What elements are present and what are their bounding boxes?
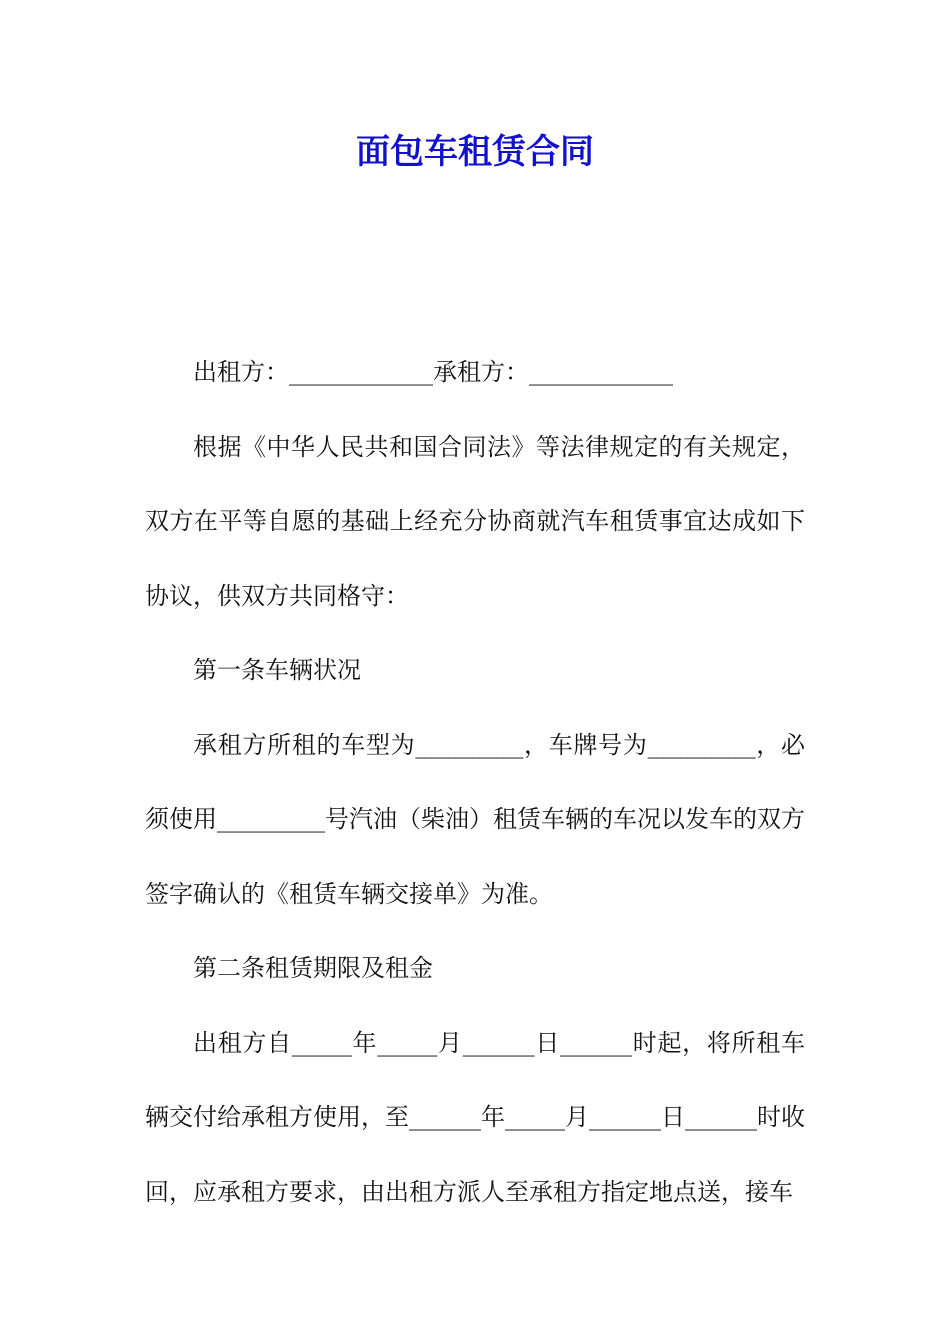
article-1-heading: 第一条车辆状况 xyxy=(193,656,361,684)
parties-line: 出租方：____________承租方：____________ xyxy=(193,358,673,386)
article-2-heading: 第二条租赁期限及租金 xyxy=(193,954,433,982)
document-title: 面包车租赁合同 xyxy=(356,132,594,172)
article-1-paragraph: 承租方所租的车型为_________，车牌号为_________，必须使用_________号汽油（柴油）租赁车辆的车况以发车的双方签字确认的《租赁车辆交接单》为准。 xyxy=(145,730,805,908)
article-2-paragraph: 出租方自_____年_____月______日______时起，将所租车辆交付给承租方使用，至______年_____月______日______时收回，应承租方要求，由出租方派人至承租方指定地点送，接车 xyxy=(145,1028,805,1206)
preamble-paragraph: 根据《中华人民共和国合同法》等法律规定的有关规定，双方在平等自愿的基础上经充分协商就汽车租赁事宜达成如下协议，供双方共同格守： xyxy=(145,432,805,610)
document-body xyxy=(145,335,805,1229)
